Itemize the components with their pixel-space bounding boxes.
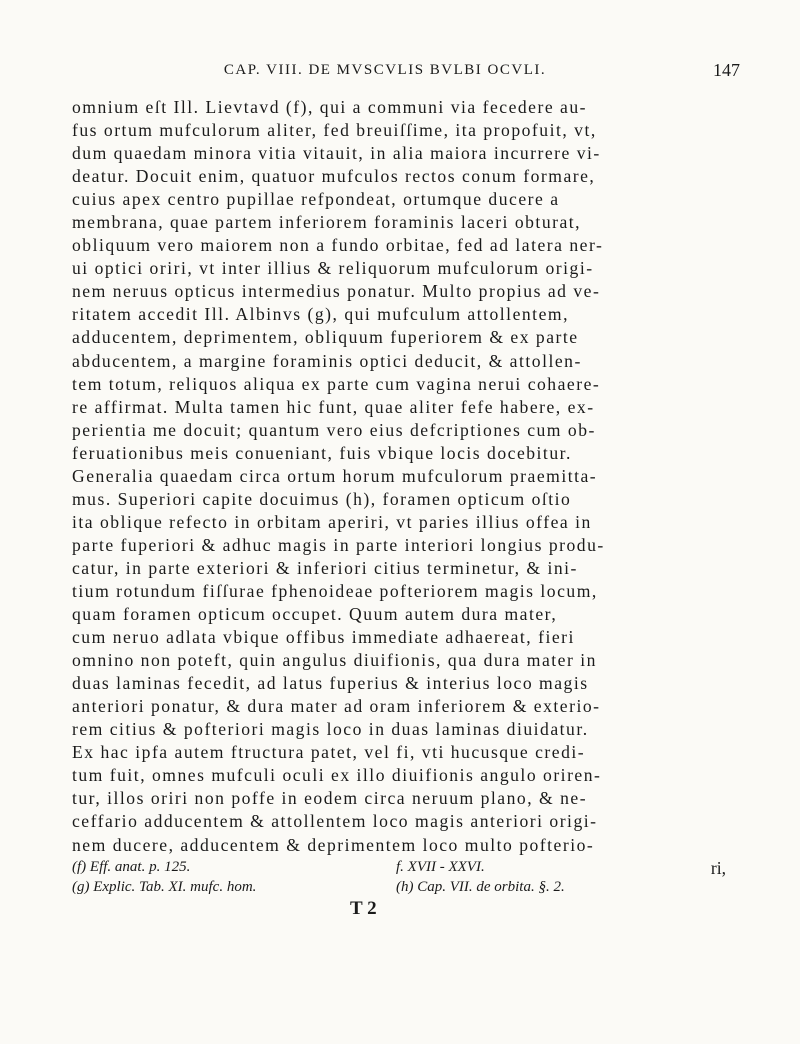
- footnote-left: (f) Eff. anat. p. 125.: [72, 859, 191, 875]
- page-number: 147: [713, 60, 740, 80]
- text-line: abducentem, a margine foraminis optici deducit, & attollen-: [72, 350, 582, 371]
- text-line: duas laminas fecedit, ad latus fuperius & interius loco magis: [72, 673, 589, 694]
- text-line: tem totum, reliquos aliqua ex parte cum vagina nerui cohaere-: [72, 373, 601, 394]
- text-line: nem neruus opticus intermedius ponatur. Multo propius ad ve-: [72, 281, 601, 302]
- text-line: mus. Superiori capite docuimus (h), foramen opticum oſtio: [72, 488, 572, 509]
- text-line: ita oblique refecto in orbitam aperiri, vt paries illius offea in: [72, 511, 592, 532]
- footnote-right: (h) Cap. VII. de orbita. §. 2.: [396, 879, 565, 895]
- text-line: Generalia quaedam circa ortum horum mufculorum praemitta-: [72, 465, 598, 486]
- text-line: ui optici oriri, vt inter illius & reliquorum mufculorum origi-: [72, 258, 594, 279]
- text-line: anteriori ponatur, & dura mater ad oram inferiorem & exterio-: [72, 696, 601, 717]
- text-line: Ex hac ipfa autem ftructura patet, vel fi, vti hucusque credi-: [72, 742, 586, 763]
- running-head: [90, 62, 740, 84]
- text-line: dum quaedam minora vitia vitauit, in alia maiora incurrere vi-: [72, 143, 601, 164]
- text-line: tum fuit, omnes mufculi oculi ex illo diuifionis angulo oriren-: [72, 765, 602, 786]
- text-line: obliquum vero maiorem non a fundo orbitae, fed ad latera ner-: [72, 235, 604, 256]
- text-line: cum neruo adlata vbique offibus immediate adhaereat, fieri: [72, 627, 575, 648]
- text-line: nem ducere, adducentem & deprimentem loco multo pofterio-: [72, 834, 595, 855]
- text-line: ceffario adducentem & attollentem loco magis anteriori origi-: [72, 811, 598, 832]
- text-line: feruationibus meis conueniant, fuis vbique locis docebitur.: [72, 442, 572, 463]
- footnotes: [72, 857, 736, 897]
- footnote-left: (g) Explic. Tab. XI. mufc. hom.: [72, 879, 257, 895]
- text-line: parte fuperiori & adhuc magis in parte interiori longius produ-: [72, 534, 605, 555]
- footnote-right: f. XVII - XXVI.: [396, 859, 485, 875]
- catchword: ri,: [710, 857, 726, 878]
- text-line: tur, illos oriri non poffe in eodem circa neruum plano, & ne-: [72, 788, 588, 809]
- running-head-title: CAP. VIII. DE MVSCVLIS BVLBI OCVLI.: [223, 62, 547, 78]
- text-line: membrana, quae partem inferiorem foraminis laceri obturat,: [72, 212, 582, 233]
- signature-mark: T 2: [350, 898, 377, 919]
- text-line: omnino non poteft, quin angulus diuifionis, qua dura mater in: [72, 650, 597, 671]
- text-line: omnium eſt Ill. Lievtavd (f), qui a communi via fecedere au-: [72, 97, 588, 117]
- footnote-line: [72, 857, 736, 877]
- body-text: [72, 96, 736, 880]
- text-line: adducentem, deprimentem, obliquum fuperiorem & ex parte: [72, 327, 579, 348]
- text-line: rem citius & pofteriori magis loco in duas laminas diuidatur.: [72, 719, 589, 740]
- text-line: re affirmat. Multa tamen hic funt, quae aliter fefe habere, ex-: [72, 396, 595, 417]
- text-line: perientia me docuit; quantum vero eius defcriptiones cum ob-: [72, 419, 596, 440]
- text-line: tium rotundum fiſſurae fphenoideae pofteriorem magis locum,: [72, 580, 598, 601]
- text-line: fus ortum mufculorum aliter, fed breuiſſime, ita propofuit, vt,: [72, 120, 597, 141]
- text-line: catur, in parte exteriori & inferiori citius terminetur, & ini-: [72, 557, 578, 578]
- text-line: quam foramen opticum occupet. Quum autem dura mater,: [72, 604, 558, 625]
- text-line: cuius apex centro pupillae refpondeat, ortumque ducere a: [72, 189, 560, 210]
- text-line: deatur. Docuit enim, quatuor mufculos rectos conum formare,: [72, 166, 596, 187]
- footnote-line: [72, 877, 736, 897]
- text-line: ritatem accedit Ill. Albinvs (g), qui mufculum attollentem,: [72, 304, 569, 325]
